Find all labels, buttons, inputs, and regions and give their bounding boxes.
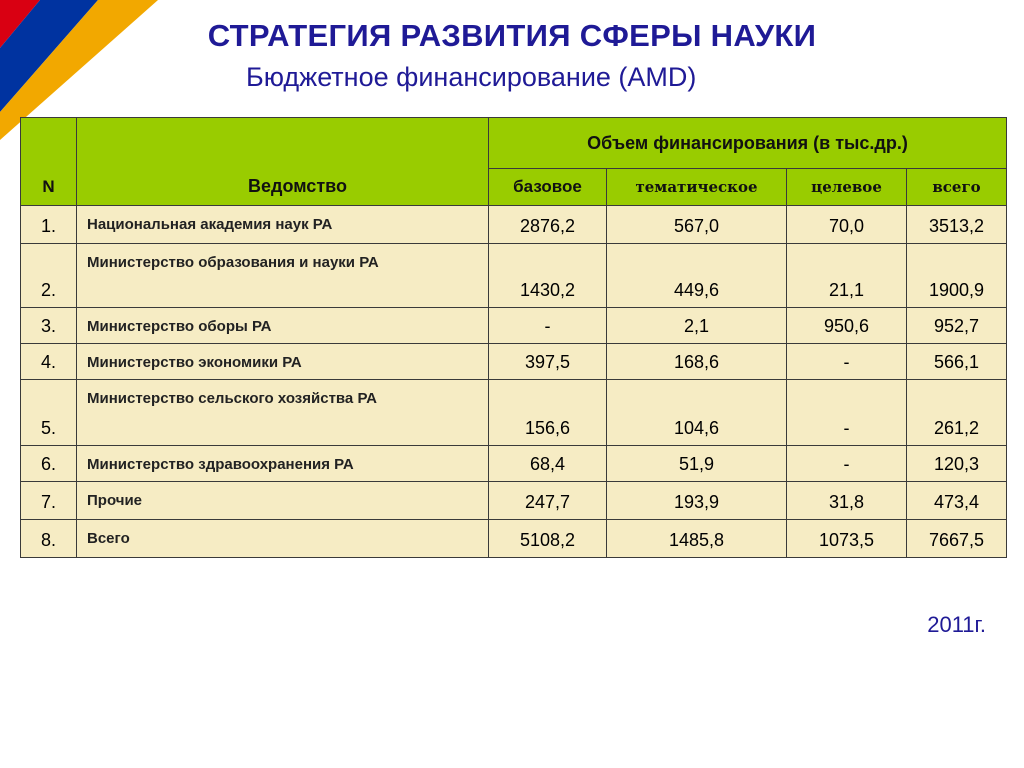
table-row <box>21 482 1007 520</box>
target-value: 70,0 <box>787 206 907 244</box>
total-value: 952,7 <box>907 308 1007 344</box>
table-row <box>21 446 1007 482</box>
target-value: - <box>787 446 907 482</box>
total-value: 261,2 <box>907 380 1007 446</box>
department-name: Национальная академия наук РА <box>77 206 489 244</box>
total-value: 3513,2 <box>907 206 1007 244</box>
thematic-value: 104,6 <box>607 380 787 446</box>
total-value: 7667,5 <box>907 520 1007 558</box>
target-value: - <box>787 380 907 446</box>
row-number: 2. <box>21 244 77 308</box>
header-total: всего <box>907 169 1007 206</box>
base-value: 2876,2 <box>489 206 607 244</box>
base-value: 247,7 <box>489 482 607 520</box>
header-base: базовое <box>489 169 607 206</box>
thematic-value: 567,0 <box>607 206 787 244</box>
department-name: Министерство оборы РА <box>77 308 489 344</box>
row-number: 4. <box>21 344 77 380</box>
row-number: 7. <box>21 482 77 520</box>
department-name: Министерство экономики РА <box>77 344 489 380</box>
department-name: Министерство образования и науки РА <box>77 244 489 308</box>
thematic-value: 1485,8 <box>607 520 787 558</box>
target-value: 31,8 <box>787 482 907 520</box>
header-thematic: тематическое <box>607 169 787 206</box>
thematic-value: 2,1 <box>607 308 787 344</box>
base-value: 397,5 <box>489 344 607 380</box>
target-value: - <box>787 344 907 380</box>
base-value: 5108,2 <box>489 520 607 558</box>
row-number: 3. <box>21 308 77 344</box>
base-value: 68,4 <box>489 446 607 482</box>
page-subtitle: Бюджетное финансирование (AMD) <box>246 62 697 92</box>
department-name: Министерство здравоохранения РА <box>77 446 489 482</box>
base-value: - <box>489 308 607 344</box>
department-name: Министерство сельского хозяйства РА <box>77 380 489 446</box>
table-row <box>21 206 1007 244</box>
target-value: 950,6 <box>787 308 907 344</box>
table-row <box>21 308 1007 344</box>
department-name: Прочие <box>77 482 489 520</box>
table-row <box>21 520 1007 558</box>
row-number: 1. <box>21 206 77 244</box>
thematic-value: 168,6 <box>607 344 787 380</box>
header-n: N <box>21 118 77 206</box>
row-number: 6. <box>21 446 77 482</box>
thematic-value: 449,6 <box>607 244 787 308</box>
financing-table <box>20 117 1007 558</box>
target-value: 1073,5 <box>787 520 907 558</box>
table-row <box>21 344 1007 380</box>
total-value: 1900,9 <box>907 244 1007 308</box>
header-target: целевое <box>787 169 907 206</box>
thematic-value: 193,9 <box>607 482 787 520</box>
thematic-value: 51,9 <box>607 446 787 482</box>
total-value: 120,3 <box>907 446 1007 482</box>
base-value: 156,6 <box>489 380 607 446</box>
year-label: 2011г. <box>927 612 986 637</box>
page-title: СТРАТЕГИЯ РАЗВИТИЯ СФЕРЫ НАУКИ <box>207 18 817 53</box>
row-number: 8. <box>21 520 77 558</box>
header-financing-volume: Объем финансирования (в тыс.др.) <box>489 118 1007 169</box>
row-number: 5. <box>21 380 77 446</box>
department-name: Всего <box>77 520 489 558</box>
total-value: 566,1 <box>907 344 1007 380</box>
table-row <box>21 244 1007 308</box>
base-value: 1430,2 <box>489 244 607 308</box>
table-row <box>21 380 1007 446</box>
header-department: Ведомство <box>77 118 489 206</box>
target-value: 21,1 <box>787 244 907 308</box>
total-value: 473,4 <box>907 482 1007 520</box>
